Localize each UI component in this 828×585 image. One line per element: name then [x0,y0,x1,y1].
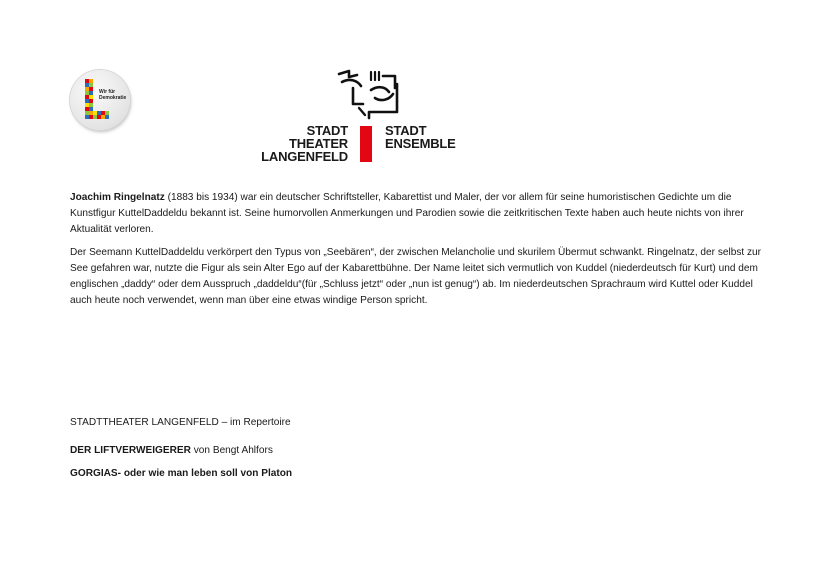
play-author-1: von Bengt Ahlfors [190,445,273,456]
repertoire-item-2: GORGIAS- oder wie man leben soll von Platon [70,468,293,479]
author-name: Joachim Ringelnatz [70,192,165,203]
intro-text: (1883 bis 1934) war ein deutscher Schriftsteller, Kabarettist und Maler, der vor allem für seine humoristischen Gedichte um die Kunstfigur KuttelDaddeldu bekannt ist. Seine humorvollen Anmerkungen und Parodien sowie die zeitkritischen Texte haben auch heute nichts von ihrer Aktualität verloren. [70,192,744,235]
logo-right-line-2: ENSEMBLE [385,136,456,151]
logo-red-bar [360,126,372,162]
description-paragraph: Der Seemann KuttelDaddeldu verkörpert den Typus von „Seebären“, der zwischen Melancholie und skurilem Übermut schwankt. Ringelnatz, der selbst zur See gefahren war, nutzte die Figur als sein Alter Ego auf der Kabarettbühne. Der Name leitet sich vermutlich von Kuddel (niederdeutsch für Kurt) und dem englischen „daddy“ oder dem Ausspruch „daddeldu“(für „Schluss jetzt“ oder „nun ist genug“) ab. Im niederdeutschen Sprachraum wird Kuttel oder Kuddel auch heute noch verwendet, wenn man über eine etwas windige Person spricht. [70,247,762,306]
badge-line-1: Wir für [99,89,116,95]
theater-face-logo-icon [335,68,405,120]
logo-text-stadtensemble [385,124,456,150]
badge-text [99,89,127,101]
intro-paragraph [70,190,775,238]
logo-left-line-3: LANGENFELD [261,149,348,164]
logo-left-line-1: STADT [306,123,348,138]
logo-text-stadttheater [261,124,348,163]
logo-left-line-2: THEATER [288,136,348,151]
repertoire-heading: STADTTHEATER LANGENFELD – im Repertoire [70,417,291,428]
democracy-badge-logo [70,70,130,130]
logo-right-line-1: STADT [385,123,427,138]
badge-line-2: Demokratie [99,95,127,101]
play-title-1: DER LIFTVERWEIGERER [70,445,191,456]
repertoire-item-1 [70,443,775,459]
